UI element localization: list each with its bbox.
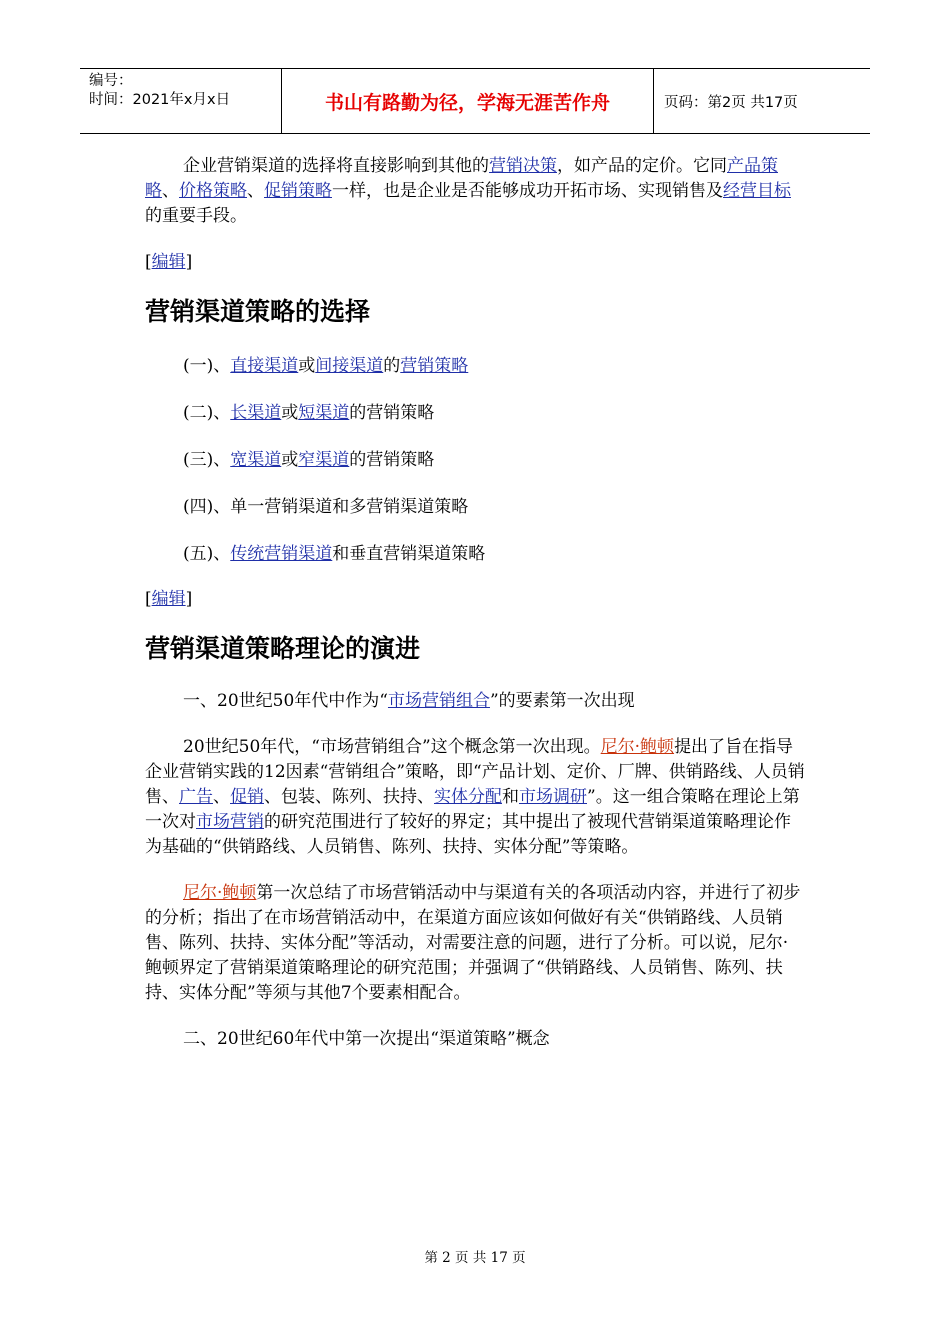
link-narrow-channel[interactable]: 窄渠道	[298, 450, 350, 470]
intro-paragraph	[145, 154, 805, 229]
text: 或	[281, 450, 299, 470]
text: 一样，也是企业是否能够成功开拓市场、实现销售及	[332, 181, 723, 201]
link-advertising[interactable]: 广告	[179, 787, 213, 807]
text: 第一次总结了市场营销活动中与渠道有关的各项活动内容，并进行了初步的分析；指出了在市场营销活动中，在渠道方面应该如何做好有关“供销路线、人员销售、陈列、扶持、实体分配”等活动，对需要注意的问题，进行了分析。可以说，尼尔·鲍顿界定了营销渠道策略理论的研究范围；并强调了“供销路线、人员销售、陈列、扶持、实体分配”等须与其他7个要素相配合。	[145, 883, 801, 1003]
section-heading-1: 营销渠道策略的选择	[145, 297, 371, 326]
list-item	[145, 354, 805, 379]
link-physical-distribution[interactable]: 实体分配	[434, 787, 502, 807]
text: 提出了旨在指导企业营销实践的12因素“营销组合”策略，即“产品计划、定价、厂牌、供销路线、人员销售、	[145, 737, 805, 807]
text: 或	[281, 403, 299, 423]
link-promotion-strategy[interactable]: 促销策略	[264, 181, 332, 201]
text: (二)、	[183, 403, 231, 423]
link-short-channel[interactable]: 短渠道	[298, 403, 350, 423]
text: (一)、	[183, 356, 231, 376]
text: 的研究范围进行了较好的界定；其中提出了被现代营销渠道策略理论作为基础的“供销路线、人员销售、陈列、扶持、实体分配”等策略。	[145, 812, 791, 857]
bracket: [	[145, 589, 152, 609]
link-marketing[interactable]: 市场营销	[196, 812, 264, 832]
text: 、	[213, 787, 230, 807]
edit-button[interactable]: 编辑	[151, 589, 186, 609]
time-label: 时间：2021年x月x日	[89, 92, 231, 108]
text: 的重要手段。	[145, 206, 247, 226]
text: 和垂直营销渠道策略	[332, 544, 486, 564]
header-page-info: 页码：第2页 共17页	[664, 94, 798, 111]
text: 的	[383, 356, 401, 376]
link-product-strategy[interactable]: 产品策略	[145, 156, 778, 201]
subheading-2: 二、20世纪60年代中第一次提出“渠道策略”概念	[183, 1029, 550, 1049]
link-price-strategy[interactable]: 价格策略	[179, 181, 247, 201]
link-business-goal[interactable]: 经营目标	[723, 181, 791, 201]
document-body	[145, 154, 805, 1052]
text: ”的要素第一次出现	[489, 691, 635, 711]
link-marketing-mix[interactable]: 市场营销组合	[387, 691, 490, 711]
edit-link-2	[145, 587, 805, 612]
edit-button[interactable]: 编辑	[151, 252, 186, 272]
text: 的营销策略	[349, 403, 435, 423]
text: ”。这一组合策略在理论上第一次对	[145, 787, 800, 832]
page-footer: 第 2 页 共 17 页	[424, 1250, 526, 1266]
text: 和	[502, 787, 519, 807]
list-item: (四)、单一营销渠道和多营销渠道策略	[183, 497, 469, 517]
paragraph-2	[145, 881, 805, 1006]
subheading-1	[145, 689, 805, 714]
text: 、	[162, 181, 179, 201]
text: ，如产品的定价。它同	[557, 156, 727, 176]
edit-link-1	[145, 250, 805, 275]
text: 的营销策略	[349, 450, 435, 470]
section-heading-2: 营销渠道策略理论的演进	[145, 634, 421, 663]
header-meta	[80, 69, 282, 133]
text: 或	[298, 356, 316, 376]
paragraph-1	[145, 735, 805, 860]
list-item	[145, 542, 805, 567]
link-direct-channel[interactable]: 直接渠道	[230, 356, 299, 376]
link-traditional-channel[interactable]: 传统营销渠道	[230, 544, 333, 564]
link-neil-borden[interactable]: 尼尔·鲍顿	[600, 737, 675, 757]
list-item	[145, 401, 805, 426]
text: 、包装、陈列、扶持、	[264, 787, 434, 807]
link-marketing-decision[interactable]: 营销决策	[489, 156, 557, 176]
header-motto: 书山有路勤为径，学海无涯苦作舟	[282, 69, 654, 133]
link-promotion[interactable]: 促销	[230, 787, 264, 807]
bracket: ]	[185, 589, 193, 609]
text: 20世纪50年代，“市场营销组合”这个概念第一次出现。	[183, 737, 601, 757]
bracket: [	[145, 252, 152, 272]
text: 一、20世纪50年代中作为“	[183, 691, 388, 711]
link-neil-borden[interactable]: 尼尔·鲍顿	[183, 883, 257, 903]
bracket: ]	[185, 252, 193, 272]
page-header	[80, 68, 870, 134]
link-indirect-channel[interactable]: 间接渠道	[315, 356, 384, 376]
text: (三)、	[183, 450, 231, 470]
link-long-channel[interactable]: 长渠道	[230, 403, 282, 423]
text: 企业营销渠道的选择将直接影响到其他的	[183, 156, 489, 176]
link-wide-channel[interactable]: 宽渠道	[230, 450, 282, 470]
link-market-research[interactable]: 市场调研	[519, 787, 587, 807]
link-marketing-strategy[interactable]: 营销策略	[400, 356, 469, 376]
text: 、	[247, 181, 264, 201]
number-label: 编号：	[89, 73, 133, 89]
text: (五)、	[183, 544, 231, 564]
list-item	[145, 448, 805, 473]
